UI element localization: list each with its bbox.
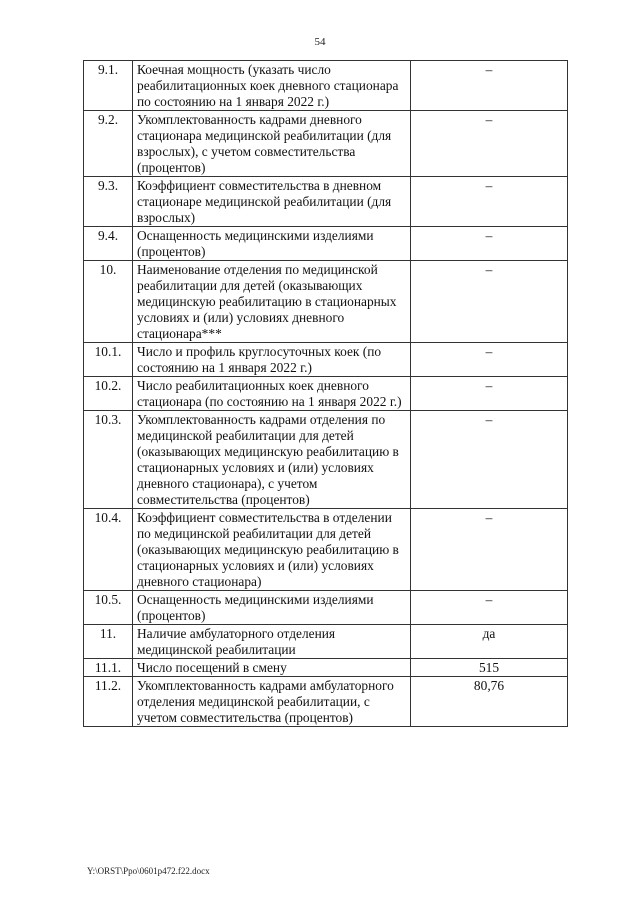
row-description: Коэффициент совместительства в дневном стационаре медицинской реабилитации (для взрослых) bbox=[133, 177, 411, 227]
row-number: 10.2. bbox=[84, 377, 133, 411]
row-description: Коэффициент совместительства в отделении по медицинской реабилитации для детей (оказывающих медицинскую реабилитацию в стационарных условиях и (или) условиях дневного стационара) bbox=[133, 509, 411, 591]
table-row bbox=[84, 111, 568, 177]
row-description: Число реабилитационных коек дневного стационара (по состоянию на 1 января 2022 г.) bbox=[133, 377, 411, 411]
row-value: 515 bbox=[411, 659, 568, 677]
table-row bbox=[84, 411, 568, 509]
row-value: – bbox=[411, 111, 568, 177]
row-description: Число и профиль круглосуточных коек (по состоянию на 1 января 2022 г.) bbox=[133, 343, 411, 377]
table-row bbox=[84, 61, 568, 111]
row-number: 10.1. bbox=[84, 343, 133, 377]
report-table bbox=[83, 60, 568, 727]
table-row bbox=[84, 677, 568, 727]
row-value: – bbox=[411, 261, 568, 343]
row-value: 80,76 bbox=[411, 677, 568, 727]
row-description: Наименование отделения по медицинской реабилитации для детей (оказывающих медицинскую реабилитацию в стационарных условиях и (или) условиях дневного стационара*** bbox=[133, 261, 411, 343]
row-number: 9.1. bbox=[84, 61, 133, 111]
row-number: 11.1. bbox=[84, 659, 133, 677]
row-value: – bbox=[411, 591, 568, 625]
row-value: – bbox=[411, 509, 568, 591]
table-row bbox=[84, 625, 568, 659]
table-row bbox=[84, 177, 568, 227]
row-number: 10.3. bbox=[84, 411, 133, 509]
row-number: 10.5. bbox=[84, 591, 133, 625]
row-number: 10. bbox=[84, 261, 133, 343]
row-number: 10.4. bbox=[84, 509, 133, 591]
page-number: 54 bbox=[314, 36, 326, 48]
row-value: – bbox=[411, 227, 568, 261]
row-description: Наличие амбулаторного отделения медицинской реабилитации bbox=[133, 625, 411, 659]
row-number: 11. bbox=[84, 625, 133, 659]
table-row bbox=[84, 509, 568, 591]
row-description: Коечная мощность (указать число реабилитационных коек дневного стационара по состоянию на 1 января 2022 г.) bbox=[133, 61, 411, 111]
table-row bbox=[84, 227, 568, 261]
row-description: Оснащенность медицинскими изделиями (процентов) bbox=[133, 591, 411, 625]
row-value: – bbox=[411, 377, 568, 411]
table-row bbox=[84, 659, 568, 677]
row-value: – bbox=[411, 61, 568, 111]
row-number: 9.3. bbox=[84, 177, 133, 227]
table-row bbox=[84, 377, 568, 411]
row-description: Укомплектованность кадрами отделения по медицинской реабилитации для детей (оказывающих медицинскую реабилитацию в стационарных условиях и (или) условиях дневного стационара), с учетом совместительства (процентов) bbox=[133, 411, 411, 509]
row-description: Число посещений в смену bbox=[133, 659, 411, 677]
row-value: да bbox=[411, 625, 568, 659]
row-number: 9.4. bbox=[84, 227, 133, 261]
row-number: 9.2. bbox=[84, 111, 133, 177]
row-value: – bbox=[411, 343, 568, 377]
footer-file-path: Y:\ORST\Ppo\0601p472.f22.docx bbox=[87, 866, 210, 876]
table-row bbox=[84, 343, 568, 377]
row-description: Укомплектованность кадрами амбулаторного отделения медицинской реабилитации, с учетом совместительства (процентов) bbox=[133, 677, 411, 727]
table-row bbox=[84, 591, 568, 625]
row-value: – bbox=[411, 177, 568, 227]
table-row bbox=[84, 261, 568, 343]
row-value: – bbox=[411, 411, 568, 509]
row-description: Укомплектованность кадрами дневного стационара медицинской реабилитации (для взрослых), с учетом совместительства (процентов) bbox=[133, 111, 411, 177]
row-description: Оснащенность медицинскими изделиями (процентов) bbox=[133, 227, 411, 261]
row-number: 11.2. bbox=[84, 677, 133, 727]
